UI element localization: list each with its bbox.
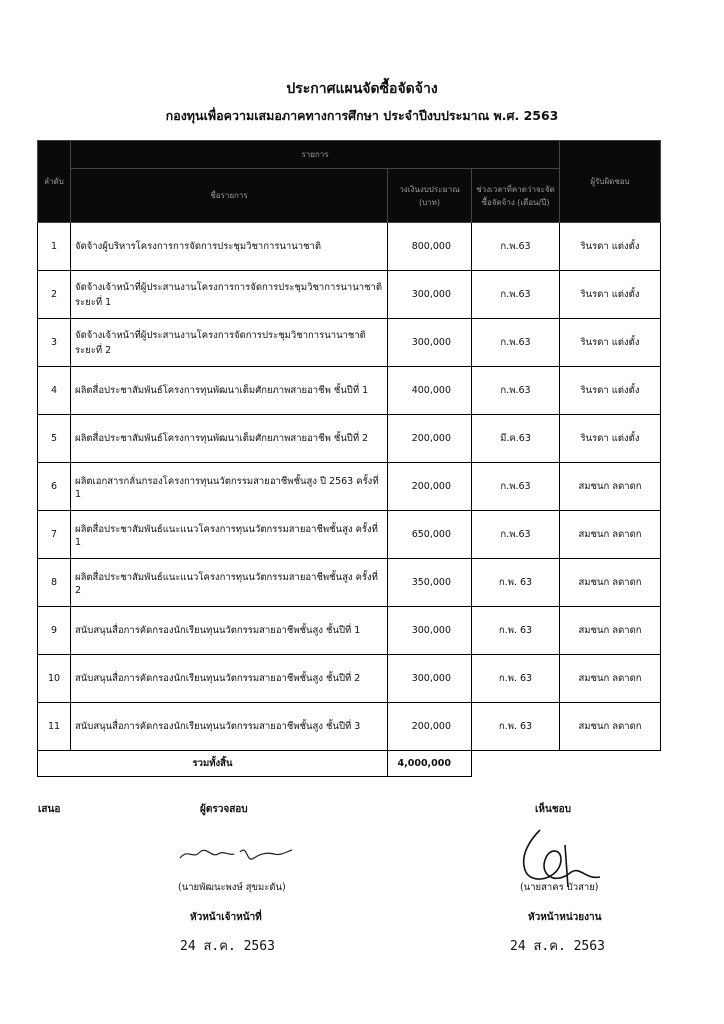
checker-signature [178, 838, 298, 868]
checker-title: หัวหน้าเจ้าหน้าที่ [190, 912, 262, 923]
table-row [38, 415, 661, 463]
row-amount: 650,000 [388, 511, 472, 559]
row-amount: 800,000 [388, 223, 472, 271]
row-period: ก.พ.63 [472, 367, 560, 415]
checker-date-stamp: 24 ส.ค. 2563 [180, 939, 275, 954]
table-row [38, 367, 661, 415]
approver-label: เห็นชอบ [535, 804, 571, 815]
row-owner: สมชนก ลดาดก [560, 655, 661, 703]
row-no: 2 [38, 271, 71, 319]
col-header-period: ช่วงเวลาที่คาดว่าจะจัดซื้อจัดจ้าง (เดือน/ปี) [472, 169, 560, 223]
total-label: รวมทั้งสิ้น [38, 751, 388, 777]
row-no: 7 [38, 511, 71, 559]
row-amount: 300,000 [388, 319, 472, 367]
page-title: ประกาศแผนจัดซื้อจัดจ้าง [286, 81, 438, 97]
row-owner: สมชนก ลดาดก [560, 463, 661, 511]
approver-date-stamp: 24 ส.ค. 2563 [510, 939, 605, 954]
row-item: ผลิตสื่อประชาสัมพันธ์โครงการทุนพัฒนาเต็มศักยภาพสายอาชีพ ชั้นปีที่ 2 [71, 415, 388, 463]
row-period: ก.พ.63 [472, 511, 560, 559]
row-period: ก.พ. 63 [472, 703, 560, 751]
row-no: 1 [38, 223, 71, 271]
row-owner: รินรดา แต่งตั้ง [560, 367, 661, 415]
row-no: 4 [38, 367, 71, 415]
row-owner: สมชนก ลดาดก [560, 703, 661, 751]
table-row [38, 655, 661, 703]
page-subtitle: กองทุนเพื่อความเสมอภาคทางการศึกษา ประจำปีงบประมาณ พ.ศ. 2563 [165, 108, 559, 123]
row-period: ก.พ.63 [472, 463, 560, 511]
row-no: 11 [38, 703, 71, 751]
col-header-item: ชื่อรายการ [71, 169, 388, 223]
row-no: 8 [38, 559, 71, 607]
row-no: 5 [38, 415, 71, 463]
row-no: 10 [38, 655, 71, 703]
table-row [38, 319, 661, 367]
row-owner: สมชนก ลดาดก [560, 607, 661, 655]
row-period: ก.พ. 63 [472, 559, 560, 607]
col-header-no: ลำดับ [38, 141, 71, 223]
col-header-owner: ผู้รับผิดชอบ [560, 141, 661, 223]
row-amount: 300,000 [388, 271, 472, 319]
row-amount: 300,000 [388, 607, 472, 655]
row-item: สนับสนุนสื่อการคัดกรองนักเรียนทุนนวัตกรรมสายอาชีพชั้นสูง ชั้นปีที่ 1 [71, 607, 388, 655]
row-owner: รินรดา แต่งตั้ง [560, 271, 661, 319]
row-item: ผลิตสื่อประชาสัมพันธ์แนะแนวโครงการทุนนวัตกรรมสายอาชีพชั้นสูง ครั้งที่ 2 [71, 559, 388, 607]
col-header-group: รายการ [71, 141, 560, 169]
row-item: จัดจ้างเจ้าหน้าที่ผู้ประสานงานโครงการการจัดการประชุมวิชาการนานาชาติ ระยะที่ 1 [71, 271, 388, 319]
total-amount: 4,000,000 [388, 751, 472, 777]
table-row [38, 271, 661, 319]
row-item: ผลิตเอกสารกลั่นกรองโครงการทุนนวัตกรรมสายอาชีพชั้นสูง ปี 2563 ครั้งที่ 1 [71, 463, 388, 511]
table-row [38, 463, 661, 511]
row-amount: 300,000 [388, 655, 472, 703]
row-item: จัดจ้างเจ้าหน้าที่ผู้ประสานงานโครงการจัดการประชุมวิชาการนานาชาติระยะที่ 2 [71, 319, 388, 367]
approver-name: (นายสาคร บัวสาย) [520, 882, 599, 893]
row-item: สนับสนุนสื่อการคัดกรองนักเรียนทุนนวัตกรรมสายอาชีพชั้นสูง ชั้นปีที่ 2 [71, 655, 388, 703]
row-amount: 400,000 [388, 367, 472, 415]
checker-label: ผู้ตรวจสอบ [200, 804, 248, 815]
row-owner: สมชนก ลดาดก [560, 559, 661, 607]
row-owner: สมชนก ลดาดก [560, 511, 661, 559]
row-item: จัดจ้างผู้บริหารโครงการการจัดการประชุมวิชาการนานาชาติ [71, 223, 388, 271]
table-row [38, 511, 661, 559]
row-period: มี.ค.63 [472, 415, 560, 463]
row-owner: รินรดา แต่งตั้ง [560, 415, 661, 463]
propose-label: เสนอ [38, 804, 61, 815]
procurement-table [37, 140, 661, 777]
row-item: สนับสนุนสื่อการคัดกรองนักเรียนทุนนวัตกรรมสายอาชีพชั้นสูง ชั้นปีที่ 3 [71, 703, 388, 751]
row-no: 3 [38, 319, 71, 367]
row-period: ก.พ.63 [472, 319, 560, 367]
row-amount: 200,000 [388, 703, 472, 751]
table-row [38, 607, 661, 655]
row-no: 9 [38, 607, 71, 655]
checker-name: (นายพัฒนะพงษ์ สุขมะดัน) [178, 882, 286, 893]
row-item: ผลิตสื่อประชาสัมพันธ์แนะแนวโครงการทุนนวัตกรรมสายอาชีพชั้นสูง ครั้งที่ 1 [71, 511, 388, 559]
row-item: ผลิตสื่อประชาสัมพันธ์โครงการทุนพัฒนาเต็มศักยภาพสายอาชีพ ชั้นปีที่ 1 [71, 367, 388, 415]
row-period: ก.พ.63 [472, 271, 560, 319]
row-period: ก.พ. 63 [472, 655, 560, 703]
row-no: 6 [38, 463, 71, 511]
row-period: ก.พ. 63 [472, 607, 560, 655]
col-header-amount: วงเงินงบประมาณ (บาท) [388, 169, 472, 223]
row-owner: รินรดา แต่งตั้ง [560, 319, 661, 367]
table-row [38, 559, 661, 607]
total-row [38, 751, 661, 777]
row-amount: 200,000 [388, 415, 472, 463]
row-amount: 350,000 [388, 559, 472, 607]
row-amount: 200,000 [388, 463, 472, 511]
approver-title: หัวหน้าหน่วยงาน [528, 912, 602, 923]
table-row [38, 223, 661, 271]
table-row [38, 703, 661, 751]
row-period: ก.พ.63 [472, 223, 560, 271]
row-owner: รินรดา แต่งตั้ง [560, 223, 661, 271]
